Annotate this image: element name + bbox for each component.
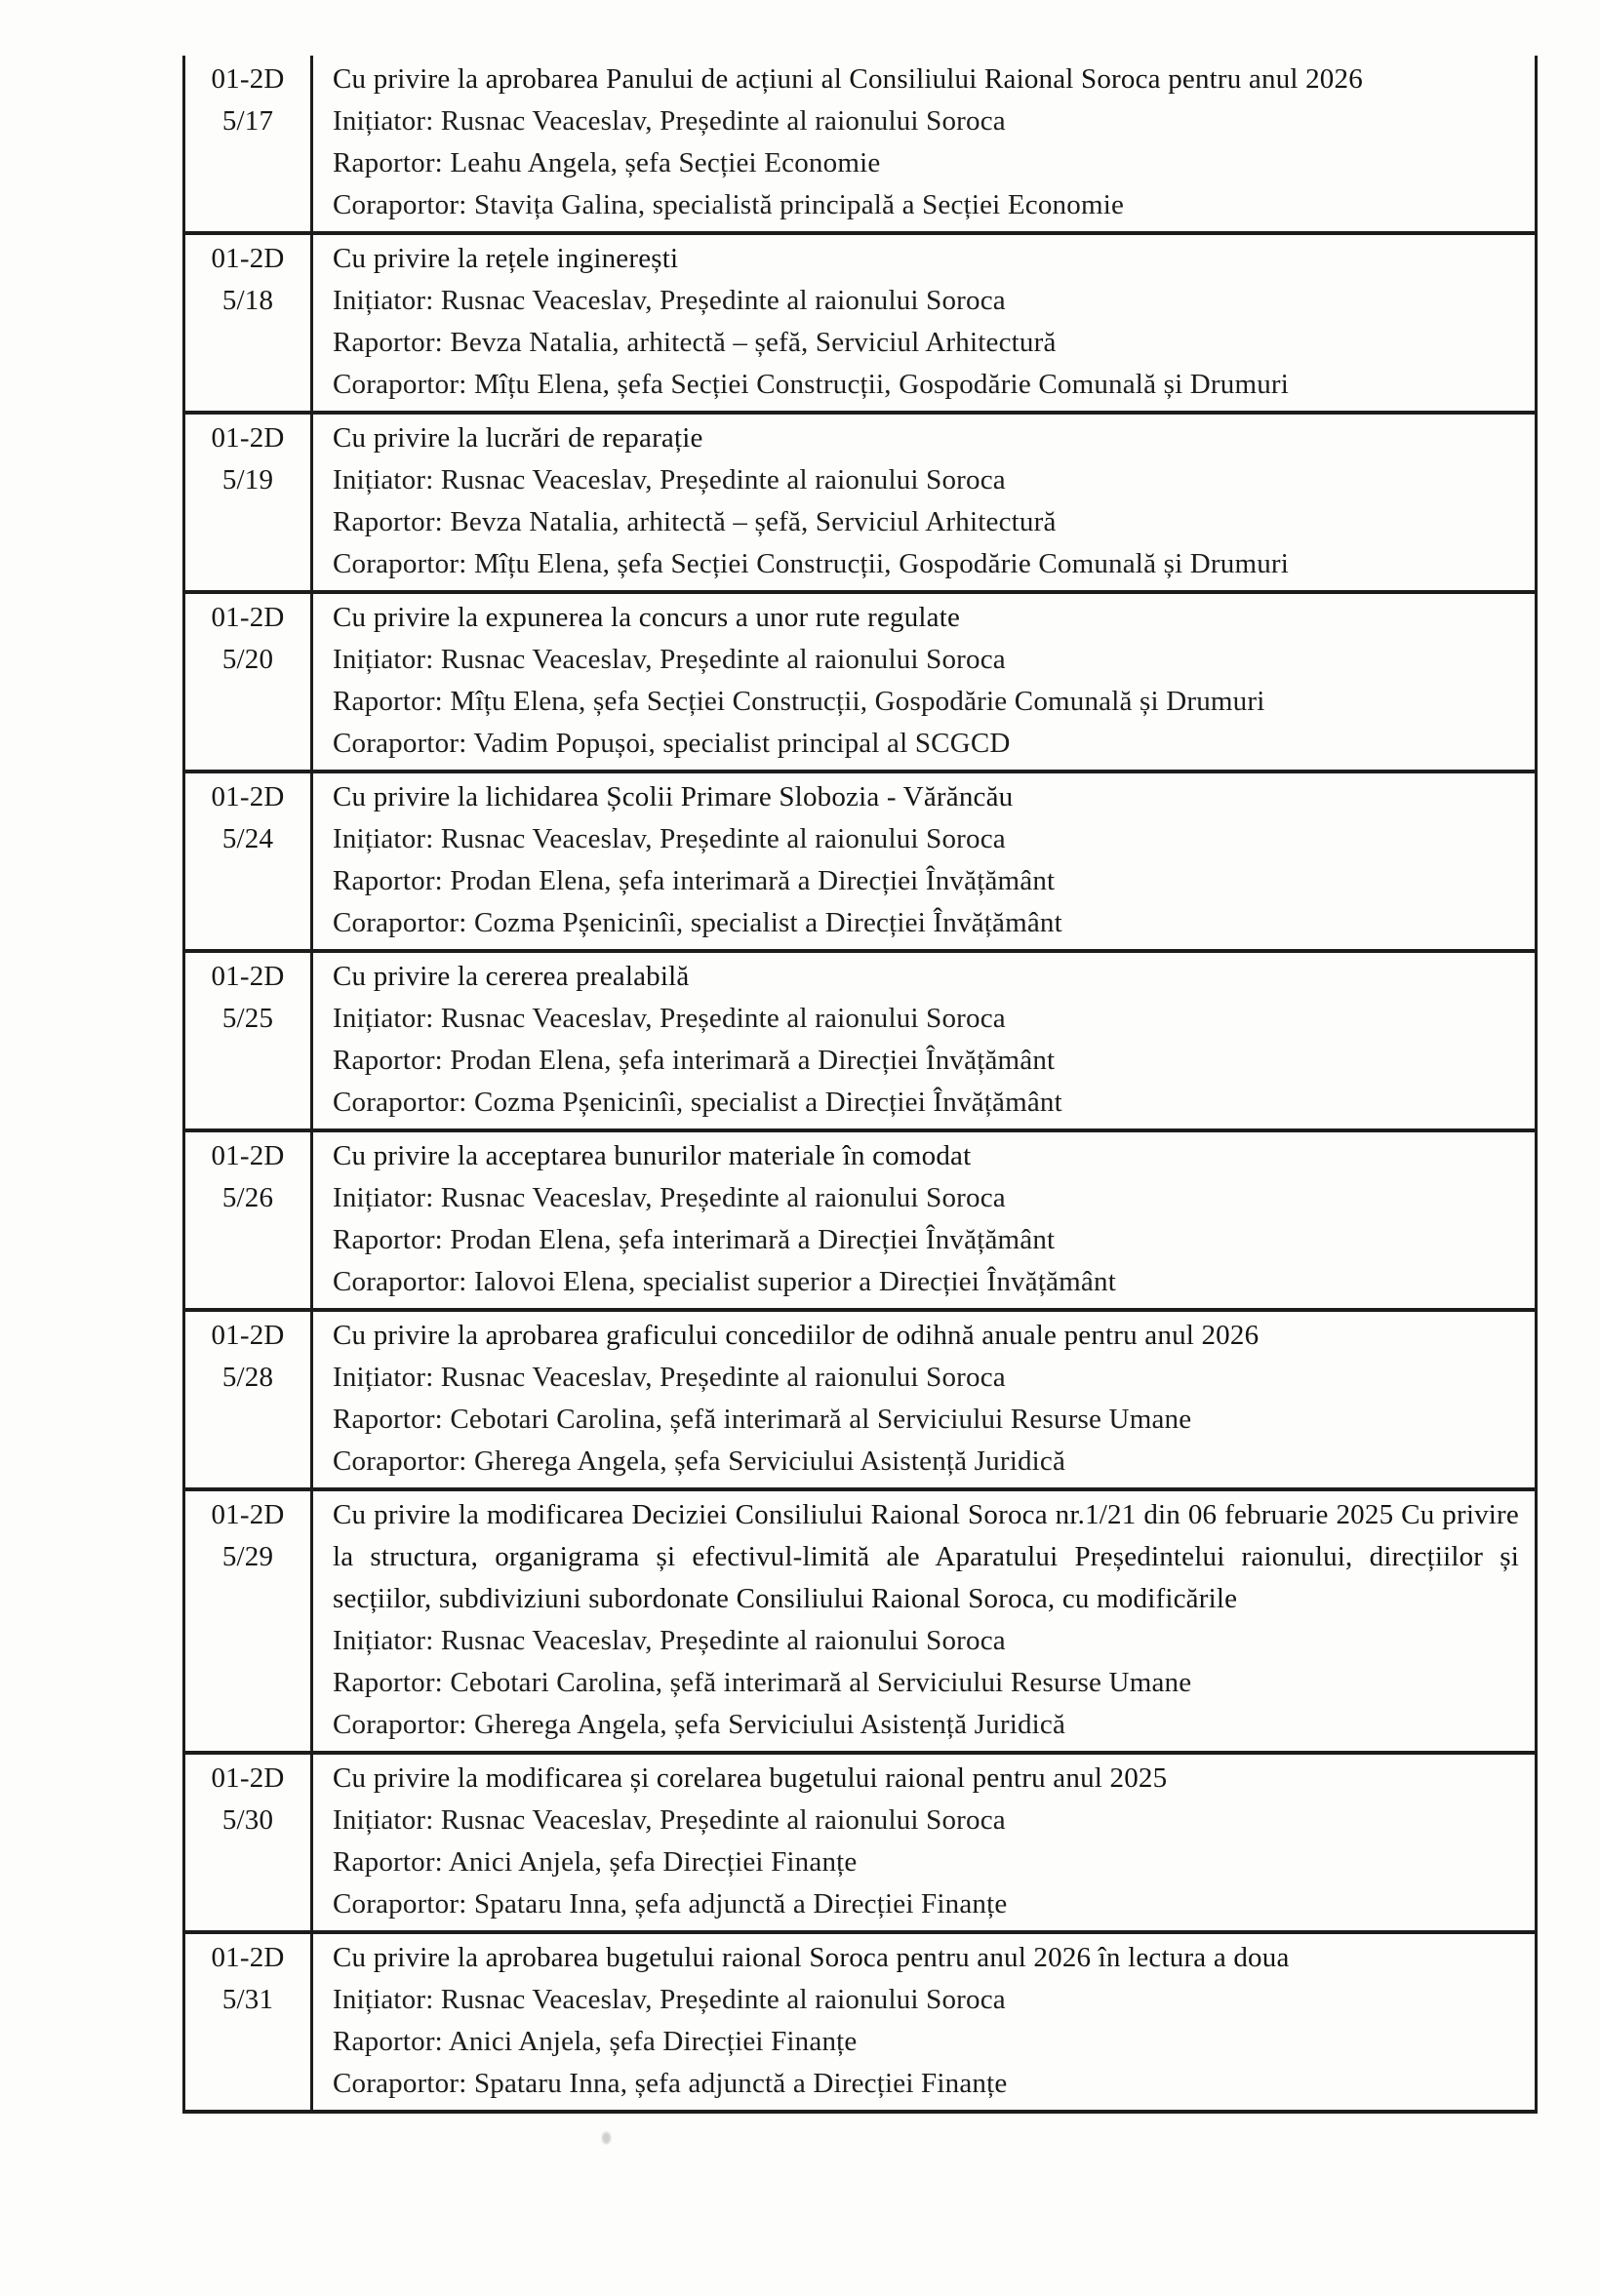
agenda-row-id-cell [184,1489,312,1753]
agenda-row-id-cell [184,1130,312,1310]
agenda-row-content-cell [312,772,1537,951]
agenda-row-id-cell [184,56,312,233]
agenda-row [184,1489,1537,1753]
item-initiator: Inițiator: Rusnac Veaceslav, Președinte al raionului Soroca [333,285,1006,316]
agenda-row-content-cell [312,1932,1537,2112]
agenda-row [184,772,1537,951]
item-title: Cu privire la modificarea și corelarea bugetului raional pentru anul 2025 [333,1762,1168,1794]
item-coraportor: Coraportor: Spataru Inna, șefa adjunctă a Direcției Finanțe [333,2068,1008,2099]
item-initiator: Inițiator: Rusnac Veaceslav, Președinte al raionului Soroca [333,1625,1006,1656]
item-initiator: Inițiator: Rusnac Veaceslav, Președinte al raionului Soroca [333,1804,1006,1836]
item-code: 01-2D [211,243,285,274]
item-coraportor: Coraportor: Mîțu Elena, șefa Secției Construcții, Gospodărie Comunală și Drumuri [333,369,1290,400]
item-number: 5/19 [221,464,274,495]
item-coraportor: Coraportor: Vadim Popușoi, specialist principal al SCGCD [333,728,1011,759]
item-number: 5/26 [221,1182,274,1213]
agenda-row-id-cell [184,413,312,592]
item-initiator: Inițiator: Rusnac Veaceslav, Președinte al raionului Soroca [333,464,1006,495]
agenda-row [184,1310,1537,1489]
item-number: 5/18 [221,285,274,316]
agenda-row-id-cell [184,1310,312,1489]
item-coraportor: Coraportor: Cozma Pșenicinîi, specialist a Direcției Învățământ [333,907,1062,938]
agenda-row-content-cell [312,951,1537,1130]
item-title: Cu privire la aprobarea bugetului raional Soroca pentru anul 2026 în lectura a doua [333,1942,1290,1973]
item-code: 01-2D [211,961,285,992]
item-raportor: Raportor: Prodan Elena, șefa interimară a Direcției Învățământ [333,1045,1056,1076]
item-initiator: Inițiator: Rusnac Veaceslav, Președinte al raionului Soroca [333,823,1006,854]
item-coraportor: Coraportor: Gherega Angela, șefa Serviciului Asistență Juridică [333,1709,1066,1740]
item-initiator: Inițiator: Rusnac Veaceslav, Președinte al raionului Soroca [333,644,1006,675]
item-title: Cu privire la lichidarea Școlii Primare Slobozia - Vărăncău [333,781,1014,812]
item-raportor: Raportor: Cebotari Carolina, șefă interimară al Serviciului Resurse Umane [333,1404,1192,1435]
item-coraportor: Coraportor: Ialovoi Elena, specialist superior a Direcției Învățământ [333,1266,1116,1297]
item-title: Cu privire la cererea prealabilă [333,961,690,992]
agenda-row-id-cell [184,772,312,951]
item-number: 5/29 [221,1541,274,1572]
item-code: 01-2D [211,422,285,454]
item-raportor: Raportor: Bevza Natalia, arhitectă – șefă, Serviciul Arhitectură [333,327,1057,358]
agenda-row [184,951,1537,1130]
item-number: 5/28 [221,1362,274,1393]
agenda-row [184,1130,1537,1310]
agenda-row [184,592,1537,772]
item-code: 01-2D [211,63,285,95]
agenda-row [184,1932,1537,2112]
item-title: Cu privire la aprobarea Panului de acțiuni al Consiliului Raional Soroca pentru anul 2026 [333,63,1363,95]
agenda-row-content-cell [312,1130,1537,1310]
item-raportor: Raportor: Bevza Natalia, arhitectă – șefă, Serviciul Arhitectură [333,506,1057,537]
item-initiator: Inițiator: Rusnac Veaceslav, Președinte al raionului Soroca [333,1182,1006,1213]
item-number: 5/31 [221,1984,274,2015]
item-code: 01-2D [211,1942,285,1973]
agenda-row [184,413,1537,592]
agenda-row-id-cell [184,1932,312,2112]
item-title: Cu privire la rețele inginerești [333,243,679,274]
item-title: Cu privire la acceptarea bunurilor materiale în comodat [333,1140,972,1171]
item-initiator: Inițiator: Rusnac Veaceslav, Președinte al raionului Soroca [333,1003,1006,1034]
item-raportor: Raportor: Prodan Elena, șefa interimară a Direcției Învățământ [333,865,1056,896]
item-coraportor: Coraportor: Stavița Galina, specialistă principală a Secției Economie [333,189,1125,220]
item-raportor: Raportor: Mîțu Elena, șefa Secției Construcții, Gospodărie Comunală și Drumuri [333,686,1265,717]
agenda-table-body [184,56,1537,2112]
item-code: 01-2D [211,602,285,633]
item-raportor: Raportor: Leahu Angela, șefa Secției Economie [333,147,881,178]
item-coraportor: Coraportor: Gherega Angela, șefa Serviciului Asistență Juridică [333,1445,1066,1477]
agenda-row-content-cell [312,1310,1537,1489]
item-initiator: Inițiator: Rusnac Veaceslav, Președinte al raionului Soroca [333,105,1006,137]
item-raportor: Raportor: Prodan Elena, șefa interimară a Direcției Învățământ [333,1224,1056,1255]
item-title: Cu privire la aprobarea graficului concediilor de odihnă anuale pentru anul 2026 [333,1320,1260,1351]
item-initiator: Inițiator: Rusnac Veaceslav, Președinte al raionului Soroca [333,1984,1006,2015]
scan-artifact [602,2132,611,2144]
item-number: 5/20 [221,644,274,675]
item-code: 01-2D [211,1762,285,1794]
item-coraportor: Coraportor: Mîțu Elena, șefa Secției Construcții, Gospodărie Comunală și Drumuri [333,548,1290,579]
item-number: 5/17 [221,105,274,137]
item-title: Cu privire la expunerea la concurs a unor rute regulate [333,602,961,633]
agenda-row-content-cell [312,56,1537,233]
agenda-row-id-cell [184,951,312,1130]
item-code: 01-2D [211,781,285,812]
item-title: Cu privire la lucrări de reparație [333,422,703,454]
agenda-row [184,56,1537,233]
agenda-row-content-cell [312,233,1537,413]
agenda-row [184,233,1537,413]
item-code: 01-2D [211,1140,285,1171]
agenda-row-content-cell [312,592,1537,772]
agenda-table [182,56,1538,2114]
agenda-row-id-cell [184,233,312,413]
item-raportor: Raportor: Cebotari Carolina, șefă interimară al Serviciului Resurse Umane [333,1667,1192,1698]
item-raportor: Raportor: Anici Anjela, șefa Direcției Finanțe [333,1846,858,1878]
item-number: 5/24 [221,823,274,854]
item-raportor: Raportor: Anici Anjela, șefa Direcției Finanțe [333,2026,858,2057]
agenda-row-id-cell [184,592,312,772]
item-initiator: Inițiator: Rusnac Veaceslav, Președinte al raionului Soroca [333,1362,1006,1393]
item-title: Cu privire la modificarea Deciziei Consiliului Raional Soroca nr.1/21 din 06 februarie 2025 Cu privire la structura, organigrama și efectivul-limită ale Aparatului Președintelui raionului, direcțiilor și secțiilor, subdiviziuni subordonate Consiliului Raional Soroca, cu modificările [333,1499,1519,1614]
agenda-row-id-cell [184,1753,312,1932]
item-code: 01-2D [211,1320,285,1351]
item-number: 5/25 [221,1003,274,1034]
item-code: 01-2D [211,1499,285,1530]
item-coraportor: Coraportor: Spataru Inna, șefa adjunctă a Direcției Finanțe [333,1888,1008,1920]
item-number: 5/30 [221,1804,274,1836]
agenda-row [184,1753,1537,1932]
agenda-row-content-cell [312,413,1537,592]
agenda-row-content-cell [312,1489,1537,1753]
agenda-row-content-cell [312,1753,1537,1932]
item-coraportor: Coraportor: Cozma Pșenicinîi, specialist a Direcției Învățământ [333,1087,1062,1118]
